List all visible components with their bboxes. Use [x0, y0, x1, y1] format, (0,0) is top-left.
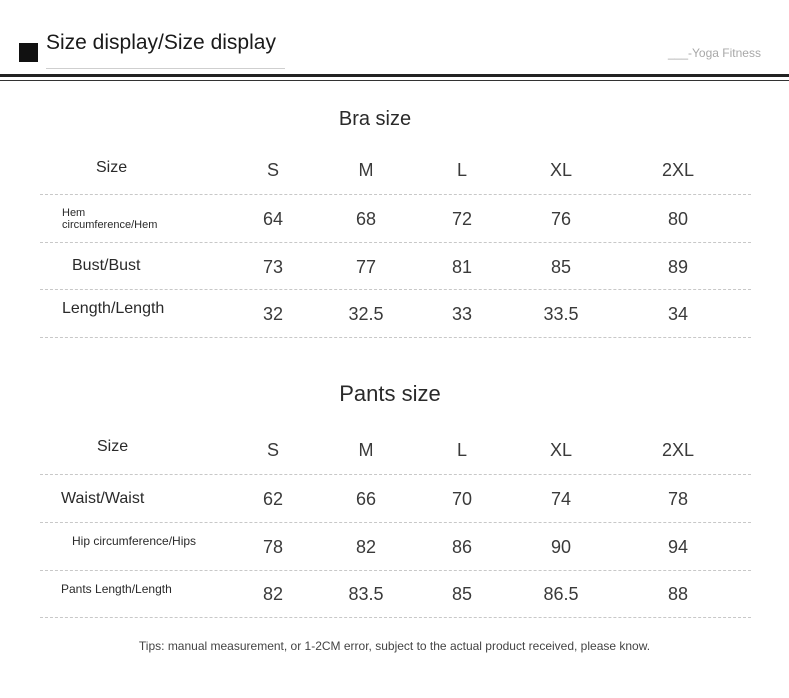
pants-row-label: Pants Length/Length — [61, 582, 172, 596]
pants-cell: 70 — [451, 489, 473, 509]
bra-size-header: M — [358, 160, 374, 180]
bra-cell: 64 — [262, 209, 284, 229]
bra-cell: 72 — [451, 209, 473, 229]
pants-cell: 86.5 — [543, 584, 579, 604]
pants-size-title: Pants size — [339, 381, 441, 406]
bra-size-header: 2XL — [661, 160, 695, 180]
header-divider-thick — [0, 74, 789, 77]
pants-cell: 86 — [451, 537, 473, 557]
row-divider — [40, 242, 751, 243]
row-divider — [40, 289, 751, 290]
bra-cell: 80 — [667, 209, 689, 229]
page-title: Size display/Size display — [46, 31, 276, 54]
bra-cell: 73 — [262, 257, 284, 277]
bra-cell: 68 — [355, 209, 377, 229]
pants-size-header: 2XL — [661, 440, 695, 460]
tips-note: Tips: manual measurement, or 1-2CM error, subject to the actual product received, please know. — [138, 639, 651, 653]
pants-size-header: L — [456, 440, 468, 460]
bra-cell: 81 — [451, 257, 473, 277]
header-square-icon — [19, 43, 38, 62]
pants-row-label: Hip circumference/Hips — [72, 534, 197, 548]
pants-row-label: Waist/Waist — [61, 490, 145, 507]
pants-size-header: S — [266, 440, 280, 460]
bra-cell: 32 — [262, 304, 284, 324]
row-divider — [40, 194, 751, 195]
bra-cell: 32.5 — [348, 304, 384, 324]
pants-cell: 78 — [262, 537, 284, 557]
bra-size-header: XL — [549, 160, 573, 180]
pants-cell: 78 — [667, 489, 689, 509]
bra-cell: 76 — [550, 209, 572, 229]
header-divider-thin — [0, 80, 789, 81]
bra-cell: 34 — [667, 304, 689, 324]
bra-cell: 33 — [451, 304, 473, 324]
pants-cell: 82 — [262, 584, 284, 604]
pants-cell: 62 — [262, 489, 284, 509]
pants-size-label: Size — [97, 438, 129, 455]
bra-size-header: S — [266, 160, 280, 180]
pants-size-header: M — [358, 440, 374, 460]
bra-cell: 77 — [355, 257, 377, 277]
bra-row-label: Length/Length — [62, 300, 165, 317]
pants-cell: 88 — [667, 584, 689, 604]
pants-cell: 85 — [451, 584, 473, 604]
bra-row-label: Hem circumference/Hem — [62, 207, 158, 231]
pants-cell: 94 — [667, 537, 689, 557]
bra-cell: 33.5 — [543, 304, 579, 324]
row-divider — [40, 522, 751, 523]
bra-size-label: Size — [96, 159, 128, 176]
pants-cell: 82 — [355, 537, 377, 557]
pants-cell: 74 — [550, 489, 572, 509]
row-divider — [40, 570, 751, 571]
pants-cell: 90 — [550, 537, 572, 557]
row-divider — [40, 474, 751, 475]
bra-cell: 89 — [667, 257, 689, 277]
bra-cell: 85 — [550, 257, 572, 277]
pants-cell: 66 — [355, 489, 377, 509]
brand-watermark: ___-Yoga Fitness — [668, 46, 761, 60]
bra-size-title: Bra size — [338, 108, 412, 130]
pants-size-header: XL — [549, 440, 573, 460]
title-underline — [46, 68, 285, 69]
pants-cell: 83.5 — [348, 584, 384, 604]
bra-size-header: L — [456, 160, 468, 180]
row-divider — [40, 337, 751, 338]
row-divider — [40, 617, 751, 618]
bra-row-label: Bust/Bust — [72, 257, 141, 274]
